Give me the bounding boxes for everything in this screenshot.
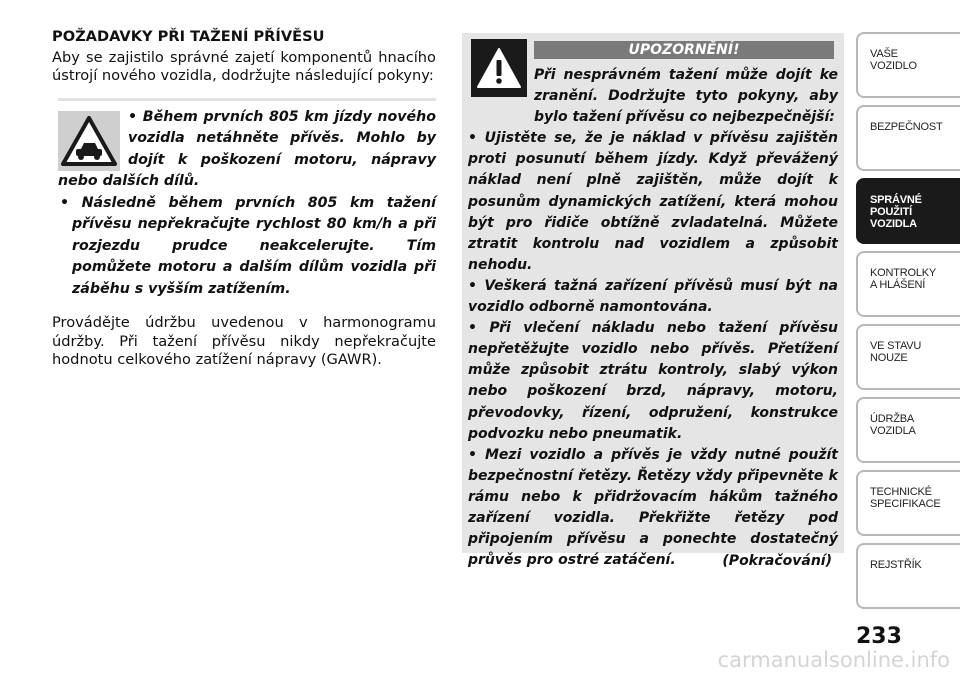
note-bullet-2: • Následně během prvních 805 km tažení přívěsu nepřekračujte rychlost 80 km/h a při rozjezdu prudce neakcelerujte. Tím pomůžete motoru a dalším dílům vozidla při záběhu s vyšším zatížením. xyxy=(60,194,436,297)
continued-label: (Pokračování) xyxy=(722,553,832,569)
intro-paragraph: Aby se zajistilo správné zajetí komponentů hnacího ústrojí nového vozidla, dodržujte následující pokyny: xyxy=(52,48,436,85)
tab-vase-vozidlo[interactable]: VAŠE VOZIDLO xyxy=(856,32,960,98)
tab-ve-stavu-nouze[interactable]: VE STAVU NOUZE xyxy=(856,324,960,390)
tab-rejstrik[interactable]: REJSTŘÍK xyxy=(856,543,960,609)
warning-bullet-3: • Při vlečení nákladu nebo tažení přívěsu nepřetěžujte vozidlo nebo přívěs. Přetížení může způsobit ztrátu kontroly, slabý výkon nebo poškození brzd, nápravy, motoru, převodovky, řízení, odpružení, konstrukce podvozku nebo pneumatik. xyxy=(468,320,838,442)
section-heading: POŽADAVKY PŘI TAŽENÍ PŘÍVĚSU xyxy=(52,28,325,45)
chapter-tabs xyxy=(856,32,960,616)
tab-kontrolky-a-hlaseni[interactable]: KONTROLKY A HLÁŠENÍ xyxy=(856,251,960,317)
tab-bezpecnost[interactable]: BEZPEČNOST xyxy=(856,105,960,171)
tab-technicke-specifikace[interactable]: TECHNICKÉ SPECIFIKACE xyxy=(856,470,960,536)
warning-title: UPOZORNĚNÍ! xyxy=(534,41,834,59)
page-number: 233 xyxy=(856,624,902,649)
tab-udrzba-vozidla[interactable]: ÚDRŽBA VOZIDLA xyxy=(856,397,960,463)
car-towing-caution-icon xyxy=(58,111,120,171)
caution-note xyxy=(58,98,436,301)
watermark: carmanualsonline.info xyxy=(717,648,950,672)
warning-lead: Při nesprávném tažení může dojít ke zranění. Dodržujte tyto pokyny, aby bylo tažení přívěsu co nejbezpečnější: xyxy=(534,67,838,126)
warning-bullet-4: • Mezi vozidlo a přívěs je vždy nutné použít bezpečnostní řetězy. Řetězy vždy připevněte k rámu nebo k přidržovacím hákům tažného zařízení vozidla. Překřižte řetězy pod připojením přívěsu a ponechte dostatečný průvěs pro ostré zatáčení. xyxy=(468,446,838,569)
note-bullet-1: • Během prvních 805 km jízdy nového vozidla netáhněte přívěs. Mohlo by dojít k poškození motoru, nápravy nebo dalších dílů. xyxy=(58,108,436,190)
warning-bullet-2: • Veškerá tažná zařízení přívěsů musí být na vozidlo odborně namontována. xyxy=(468,277,838,316)
tab-spravne-pouziti-vozidla[interactable]: SPRÁVNÉ POUŽITÍ VOZIDLA xyxy=(856,178,960,244)
warning-bullet-1: • Ujistěte se, že je náklad v přívěsu zajištěn proti posunutí během jízdy. Když převážený náklad není plně zajištěn, může dojít k posunům dynamických zatížení, která mohou být pro řidiče obtížně zvladatelná. Můžete ztratit kontrolu nad vozidlem a způsobit nehodu. xyxy=(468,130,838,273)
left-column xyxy=(52,28,436,370)
closing-paragraph: Provádějte údržbu uvedenou v harmonogramu údržby. Při tažení přívěsu nikdy nepřekračujte hodnotu celkového zatížení nápravy (GAWR). xyxy=(52,314,436,369)
warning-text xyxy=(468,65,838,571)
